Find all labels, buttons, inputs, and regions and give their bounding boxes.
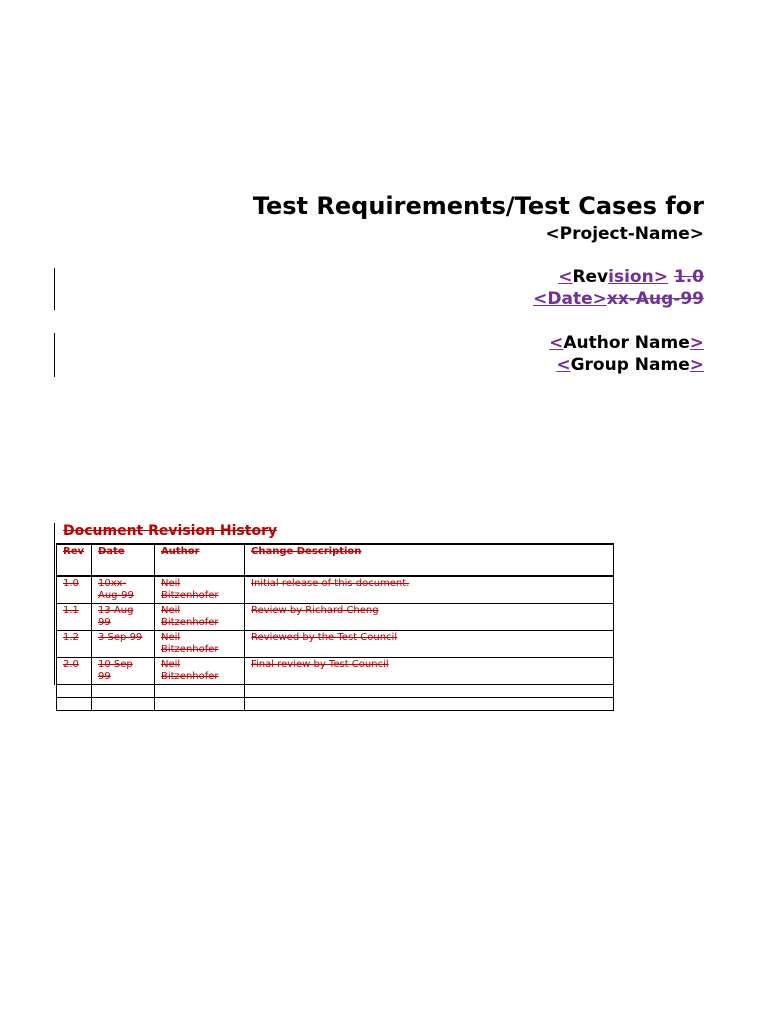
group-open: < bbox=[556, 355, 571, 375]
empty-row bbox=[57, 698, 614, 711]
cell-author: Neil Bitzenhofer bbox=[155, 658, 245, 685]
change-bar bbox=[54, 268, 55, 310]
cell-description: Final review by Test Council bbox=[245, 658, 614, 685]
cell-date: 13 Aug 99 bbox=[92, 604, 155, 631]
group-name: Group Name bbox=[570, 355, 690, 375]
cell-date: 3 Sep 99 bbox=[92, 631, 155, 658]
header-change-description: Change Description bbox=[245, 544, 614, 576]
cell-rev: 1.1 bbox=[57, 604, 92, 631]
cell-description: Review by Richard Cheng bbox=[245, 604, 614, 631]
author-close: > bbox=[689, 333, 704, 353]
revision-open: < bbox=[558, 267, 573, 287]
revision-old-value: 1.0 bbox=[673, 267, 704, 287]
table-row bbox=[57, 631, 614, 658]
cell-date: 10 Sep 99 bbox=[92, 658, 155, 685]
revision-history-title: Document Revision History bbox=[63, 523, 278, 539]
empty-row bbox=[57, 685, 614, 698]
revision-label: Rev bbox=[572, 267, 609, 287]
group-line bbox=[556, 355, 704, 375]
project-name: <Project-Name> bbox=[545, 224, 704, 244]
cell-date: 10xx-Aug-99 bbox=[92, 576, 155, 604]
header-author: Author bbox=[155, 544, 245, 576]
change-bar bbox=[54, 523, 55, 685]
author-name: Author Name bbox=[563, 333, 690, 353]
cell-author: Neil Bitzenhofer bbox=[155, 631, 245, 658]
revision-history-table bbox=[56, 543, 614, 711]
cell-description: Initial release of this document. bbox=[245, 576, 614, 604]
author-line bbox=[549, 333, 704, 353]
cell-author: Neil Bitzenhofer bbox=[155, 604, 245, 631]
cell-rev: 1.2 bbox=[57, 631, 92, 658]
revision-ision: ision> bbox=[608, 267, 668, 287]
header-rev: Rev bbox=[57, 544, 92, 576]
date-line bbox=[533, 289, 704, 309]
header-date: Date bbox=[92, 544, 155, 576]
cell-description: Reviewed by the Test Council bbox=[245, 631, 614, 658]
revision-line bbox=[558, 267, 704, 287]
table-row bbox=[57, 658, 614, 685]
cell-rev: 2.0 bbox=[57, 658, 92, 685]
author-open: < bbox=[549, 333, 564, 353]
cell-author: Neil Bitzenhofer bbox=[155, 576, 245, 604]
date-label: <Date> bbox=[533, 289, 607, 309]
cell-rev: 1.0 bbox=[57, 576, 92, 604]
group-close: > bbox=[689, 355, 704, 375]
change-bar bbox=[54, 333, 55, 377]
table-row bbox=[57, 604, 614, 631]
table-row bbox=[57, 576, 614, 604]
date-old-value: xx-Aug-99 bbox=[606, 289, 704, 309]
document-title: Test Requirements/Test Cases for bbox=[252, 192, 704, 220]
